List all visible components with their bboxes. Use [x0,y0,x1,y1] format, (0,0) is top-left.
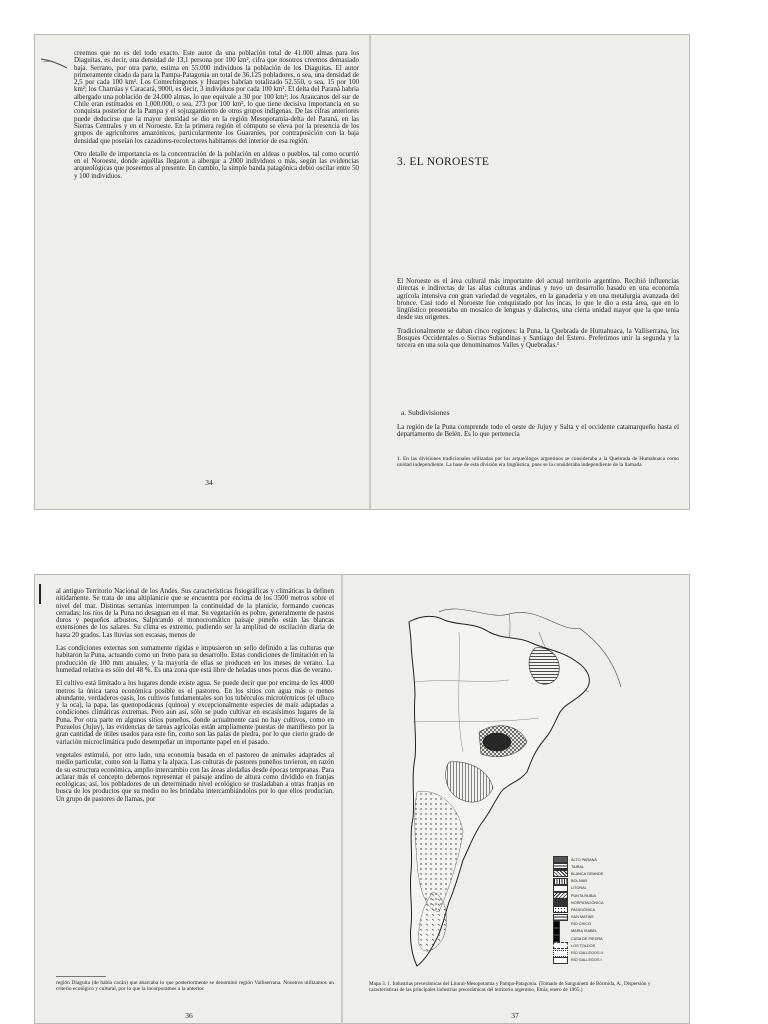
legend-row [553,942,604,949]
paragraph: Las condiciones externas son sumamente rígidas e impusieron un sello definido a las culturas que habitaron la Puna, actuando como un freno para su desarrollo. Estas condiciones de limitación en la producción de 100 mm anuales, y la mayoría de ellas se producen en los meses de verano. La humedad relativa es sólo del 48 %. Es una zona que está libre de heladas unos pocos días de verano. [56,645,334,674]
page-36 [34,574,341,1024]
map-legend [553,856,604,964]
paragraph: creemos que no es del todo exacto. Este autor da una población total de 41.000 almas para los Diaguitas, es decir, una densidad de 13,1 persona por 100 km², cifra que nosotros creemos demasiado baja. Serrano, por otra parte, estima en 55.000 individuos la población de los Diaguitas. El autor primeramente citado da para la Pampa-Patagonia un total de 36.125 pobladores, o sea, una densidad de 2,5 por cada 100 km². Los Comechingones y Huarpes habrían totalizado 52.550, o sea, 15 por 100 km²; los Charrúas y Caracará, 9000, es decir, 3 individuos por cada 100 km². El delta del Paraná habría albergado una población de 24.000 almas, lo que equivale a 30 por 100 km²; los Araucanos del sur de Chile eran estimados en 1.000.000, o sea, 273 por 100 km², lo que tiene decisiva importancia en su conquista posterior de la Pampa y el sojuzgamiento de otros grupos indígenas. De las cifras anteriores puede deducirse que la mayor densidad se dio en la región Mesopotamia-delta del Paraná, en las Sierras Centrales y en el Noroeste. En la primera región el cómputo se eleva por la presencia de los grupos de agricultores amazónicos, particularmente los Guaraníes, por contraposición con la baja densidad que poseían los cazadores-recolectores habitantes del interior de esa región. [74,50,359,145]
page-34-text [74,50,359,186]
page-35-text-continued [397,424,679,445]
legend-row [553,935,604,942]
legend-row [553,906,604,913]
paragraph: al antiguo Territorio Nacional de los Andes. Sus características fisiográficas y climáticas la definen nítidamente. Se trata de una altiplanicie que se encuentra por encima de los 3500 metros sobre el nivel del mar. Distintas serranías interrumpen la continuidad de la planicie, formando cuencas cerradas; los ríos de la Puna no desaguan en el mar. Su vegetación es pobre, generalmente de pastos duros y pequeños arbustos. Salpicando el monocromático paisaje puneño están las blancas extensiones de los salares. Su clima es extremo, pudiendo ser la amplitud de oscilación diaria de hasta 20 grados. Las lluvias son escasas, menos de [56,588,334,639]
legend-row [553,921,604,928]
paragraph: El cultivo está limitado a los lugares donde existe agua. Se puede decir que por encima de los 4000 metros la única tarea económica posible es el pastoreo. En los sitios con agua más o menos abundante, verdaderos oasis, los cultivos fundamentales son los tubérculos microtérmicos (el ulluco y la oca), la papa, las quenopodáceas (quinoa) y excepcionalmente especies de maíz adaptadas a condiciones climáticas extremas. Pero aun así, sólo se pudo cultivar en escasísimos lugares de la Puna. Por otra parte en algunos sitios puneños, donde actualmente casi no hay cultivos, como en Pozuelos (Jujuy), las evidencias de tareas agrícolas están ampliamente puestas de manifiesto por la gran cantidad de útiles usados para este fin, como son las palas de piedra, por lo que cierto grado de variación microclimática pudo desempeñar un importante papel en el pasado. [56,680,334,746]
page-35-text [397,278,679,356]
legend-row [553,863,604,870]
legend-label: CASA DE PIEDRA [571,936,603,941]
legend-row [553,899,604,906]
paragraph: Tradicionalmente se daban cinco regiones: la Puna, la Quebrada de Humahuaca, la Valliserrana, los Bosques Occidentales o Sierras Subandinas y Santiago del Estero. Preferimos unir la segunda y la tercera en una sola que denominamos Valles y Quebradas.¹ [397,327,679,350]
book-spread-36-37 [34,574,690,1024]
legend-label: MARIA ISABEL [571,929,598,934]
legend-label: RÍO GALLEGOS II [571,951,603,956]
legend-label: PUNTA RUBIA [571,893,597,898]
page-37 [343,574,690,1024]
map-caption: Mapa 3. 1. Industrias precerámicas del Litoral-Mesopotamia y Pampa-Patagonia. (Tomado de Sanguinetti de Bórmida, A., Dispersión y características de las principales industrias precerámicas del territorio argentino, Etnía, enero de 1965.) [369,981,651,993]
paragraph: La región de la Puna comprende todo el oeste de Jujuy y Salta y el occidente catamarqueño hasta el departamento de Belén. Es lo que pertenecía [397,424,679,439]
legend-label: PATAGÓNICA [571,907,596,912]
page-35 [371,34,690,510]
legend-label: TAIRAL [571,864,585,869]
paragraph: Otro detalle de importancia es la concentración de la población en aldeas o pueblos, tal como ocurrió en el Noroeste, donde aquéllas llegaron a albergar a 2000 individuos o más, según las evidencias arqueológicas que poseemos al presente. En cambio, la simple banda patagónica debió oscilar entre 50 y 100 individuos. [74,150,359,180]
chapter-title: 3. EL NOROESTE [397,156,490,168]
footnote: 1. En las divisiones tradicionales utilizadas por los arqueólogos argentinos se consideraba a la Quebrada de Humahuaca como unidad independiente. La base de esta división era lingüística, pues se la consideraba independiente de la llamada [397,456,679,468]
legend-label: LOS TOLDOS [571,943,596,948]
legend-label: RÍO GALLEGOS I [571,958,602,963]
margin-mark [39,584,41,604]
page-34 [34,34,369,510]
legend-row [553,878,604,885]
legend-label: LITORAL [571,886,587,891]
page-number: 37 [511,1011,519,1020]
footnote-rule [56,976,106,977]
page-number: 36 [185,1011,193,1020]
legend-label: BOLIVAR [571,879,588,884]
legend-row [553,949,604,956]
legend-row [553,914,604,921]
paragraph: vegetales estimuló, por otro lado, una economía basada en el pastoreo de animales adaptados al medio particular, como son la llama y la alpaca. Las culturas de pastores puneños tuvieron, en razón de su estructura económica, amplio intercambio con las áreas aledañas desde épocas tempranas. Para aclarar más el concepto debemos representar el paisaje andino de altura como dividido en franjas ecológicas; así, los pobladores de un determinado nivel ecológico se trasladaban a otras franjas en busca de los productos que su medio no les brindaba intercambiándolos por lo que ellos producían. Un grupo de pastores de llamas, por [56,751,334,803]
legend-label: SAN MATÍAS [571,915,594,920]
legend-label: RÍO CHICO [571,922,592,927]
legend-row [553,885,604,892]
section-subheading: a. Subdivisiones [401,408,450,417]
page-number: 34 [205,478,213,487]
book-spread-34-35 [34,34,690,510]
legend-row [553,870,604,877]
legend-row [553,856,604,863]
legend-label: ALTO PARANÁ [571,857,597,862]
legend-row [553,892,604,899]
legend-label: BLANCA GRANDE [571,871,604,876]
page-36-text [56,588,334,809]
paragraph: El Noroeste es el área cultural más importante del actual territorio argentino. Recibió influencias directas e indirectas de las altas culturas andinas y tuvo un desarrollo basado en una economía agrícola intensiva con gran variedad de vegetales, en la ganadería y en una metalurgia avanzada del bronce. Casi todo el Noroeste fue conquistado por los incas, lo que le dio a esta área, que en lo lingüístico presentaba un mosaico de lenguas y dialectos, una cierta unidad mayor que la que tenía desde sus orígenes. [397,278,679,322]
legend-label: NORPATAGÓNICA [571,900,604,905]
pencil-mark-icon [40,56,70,70]
footnote: región Diaguita (de habla cacán) que abarcaba lo que posteriormente se denominó región Valliserrana. Nosotros utilizamos un criterio ecológico y cultural, por lo que la incorporamos a la anterior. [56,980,334,992]
legend-row [553,957,604,964]
legend-row [553,928,604,935]
